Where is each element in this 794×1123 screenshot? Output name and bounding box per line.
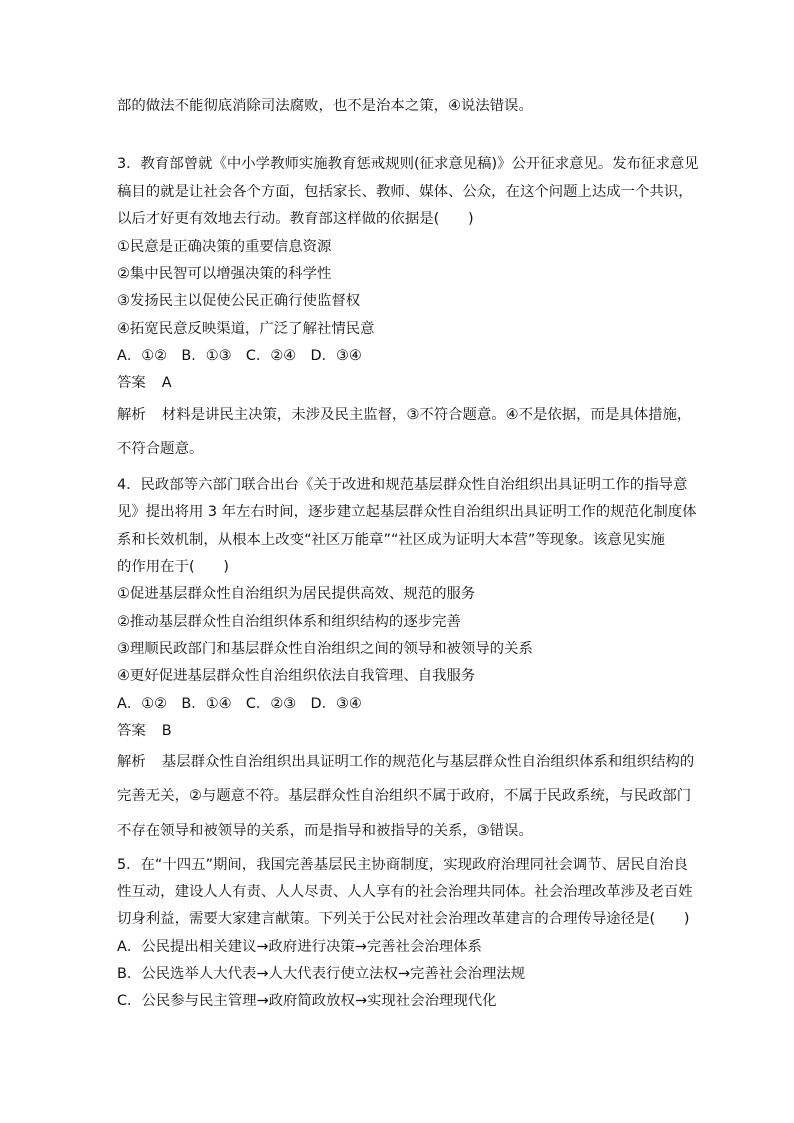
- q5-option-b: B．公民选举人大代表→人大代表行使立法权→完善社会治理法规: [117, 966, 526, 982]
- q5-stem-line-2: 性互动，建设人人有责、人人尽责、人人享有的社会治理共同体。社会治理改革涉及老百姓: [117, 884, 693, 900]
- q3-choices: A．①② B．①③ C．②④ D．③④: [117, 348, 362, 364]
- q4-stem-line-4: 的作用在于( ): [117, 559, 229, 575]
- q4-statement-2: ②推动基层群众性自治组织体系和组织结构的逐步完善: [117, 614, 461, 630]
- q3-statement-2: ②集中民智可以增强决策的科学性: [117, 266, 332, 282]
- q4-statement-3: ③理顺民政部门和基层群众性自治组织之间的领导和被领导的关系: [117, 641, 533, 657]
- q5-option-c: C．公民参与民主管理→政府简政放权→实现社会治理现代化: [117, 993, 497, 1009]
- q4-statement-4: ④更好促进基层群众性自治组织依法自我管理、自我服务: [117, 668, 476, 684]
- q3-analysis-text-1: 材料是讲民主决策，未涉及民主监督，③不符合题意。④不是依据，而是具体措施，: [161, 407, 692, 423]
- q4-stem-line-2: 见》提出将用 3 年左右时间，逐步建立起基层群众性自治组织出具证明工作的规范化制度体: [117, 504, 697, 520]
- q3-analysis-line-2: 不符合题意。: [117, 441, 204, 457]
- q4-analysis-label: 解析: [117, 754, 146, 770]
- q4-analysis-line-1: [117, 752, 695, 772]
- q3-analysis-line-1: [117, 405, 692, 425]
- q4-answer-label: 答案: [117, 723, 146, 739]
- q4-analysis-line-3: 不存在领导和被领导的关系，而是指导和被指导的关系，③错误。: [117, 823, 533, 839]
- q4-statement-1: ①促进基层群众性自治组织为居民提供高效、规范的服务: [117, 586, 476, 602]
- q5-option-a: A．公民提出相关建议→政府进行决策→完善社会治理体系: [117, 939, 482, 955]
- q4-answer: [117, 721, 687, 741]
- q3-answer-value: A: [161, 375, 172, 391]
- carryover-line: 部的做法不能彻底消除司法腐败，也不是治本之策，④说法错误。: [117, 98, 533, 114]
- q3-statement-3: ③发扬民主以促使公民正确行使监督权: [117, 293, 361, 309]
- q4-stem-line-1: 4．民政部等六部门联合出台《关于改进和规范基层群众性自治组织出具证明工作的指导意: [117, 477, 688, 493]
- q3-answer: [117, 373, 687, 393]
- q3-stem-line-1: 3．教育部曾就《中小学教师实施教育惩戒规则(征求意见稿)》公开征求意见。发布征求意见: [117, 156, 699, 172]
- q4-answer-value: B: [161, 723, 172, 739]
- q4-analysis-text-1: 基层群众性自治组织出具证明工作的规范化与基层群众性自治组织体系和组织结构的: [161, 754, 695, 770]
- q3-answer-label: 答案: [117, 375, 146, 391]
- q3-stem-line-3: 以后才好更有效地去行动。教育部这样做的依据是( ): [117, 211, 474, 227]
- q4-stem-line-3: 系和长效机制，从根本上改变“社区万能章”“社区成为证明大本营”等现象。该意见实施: [117, 532, 665, 548]
- q3-statement-1: ①民意是正确决策的重要信息资源: [117, 239, 332, 255]
- q4-analysis-line-2: 完善无关，②与题意不符。基层群众性自治组织不属于政府，不属于民政系统，与民政部门: [117, 788, 692, 804]
- q5-stem-line-3: 切身利益，需要大家建言献策。下列关于公民对社会治理改革建言的合理传导途径是( ): [117, 911, 690, 927]
- q3-analysis-label: 解析: [117, 407, 146, 423]
- q3-statement-4: ④拓宽民意反映渠道，广泛了解社情民意: [117, 321, 375, 337]
- q3-stem-line-2: 稿目的就是让社会各个方面，包括家长、教师、媒体、公众，在这个问题上达成一个共识，: [117, 184, 693, 200]
- q4-choices: A．①② B．①④ C．②③ D．③④: [117, 696, 362, 712]
- q5-stem-line-1: 5．在“十四五”期间，我国完善基层民主协商制度，实现政府治理同社会调节、居民自治良: [117, 857, 688, 873]
